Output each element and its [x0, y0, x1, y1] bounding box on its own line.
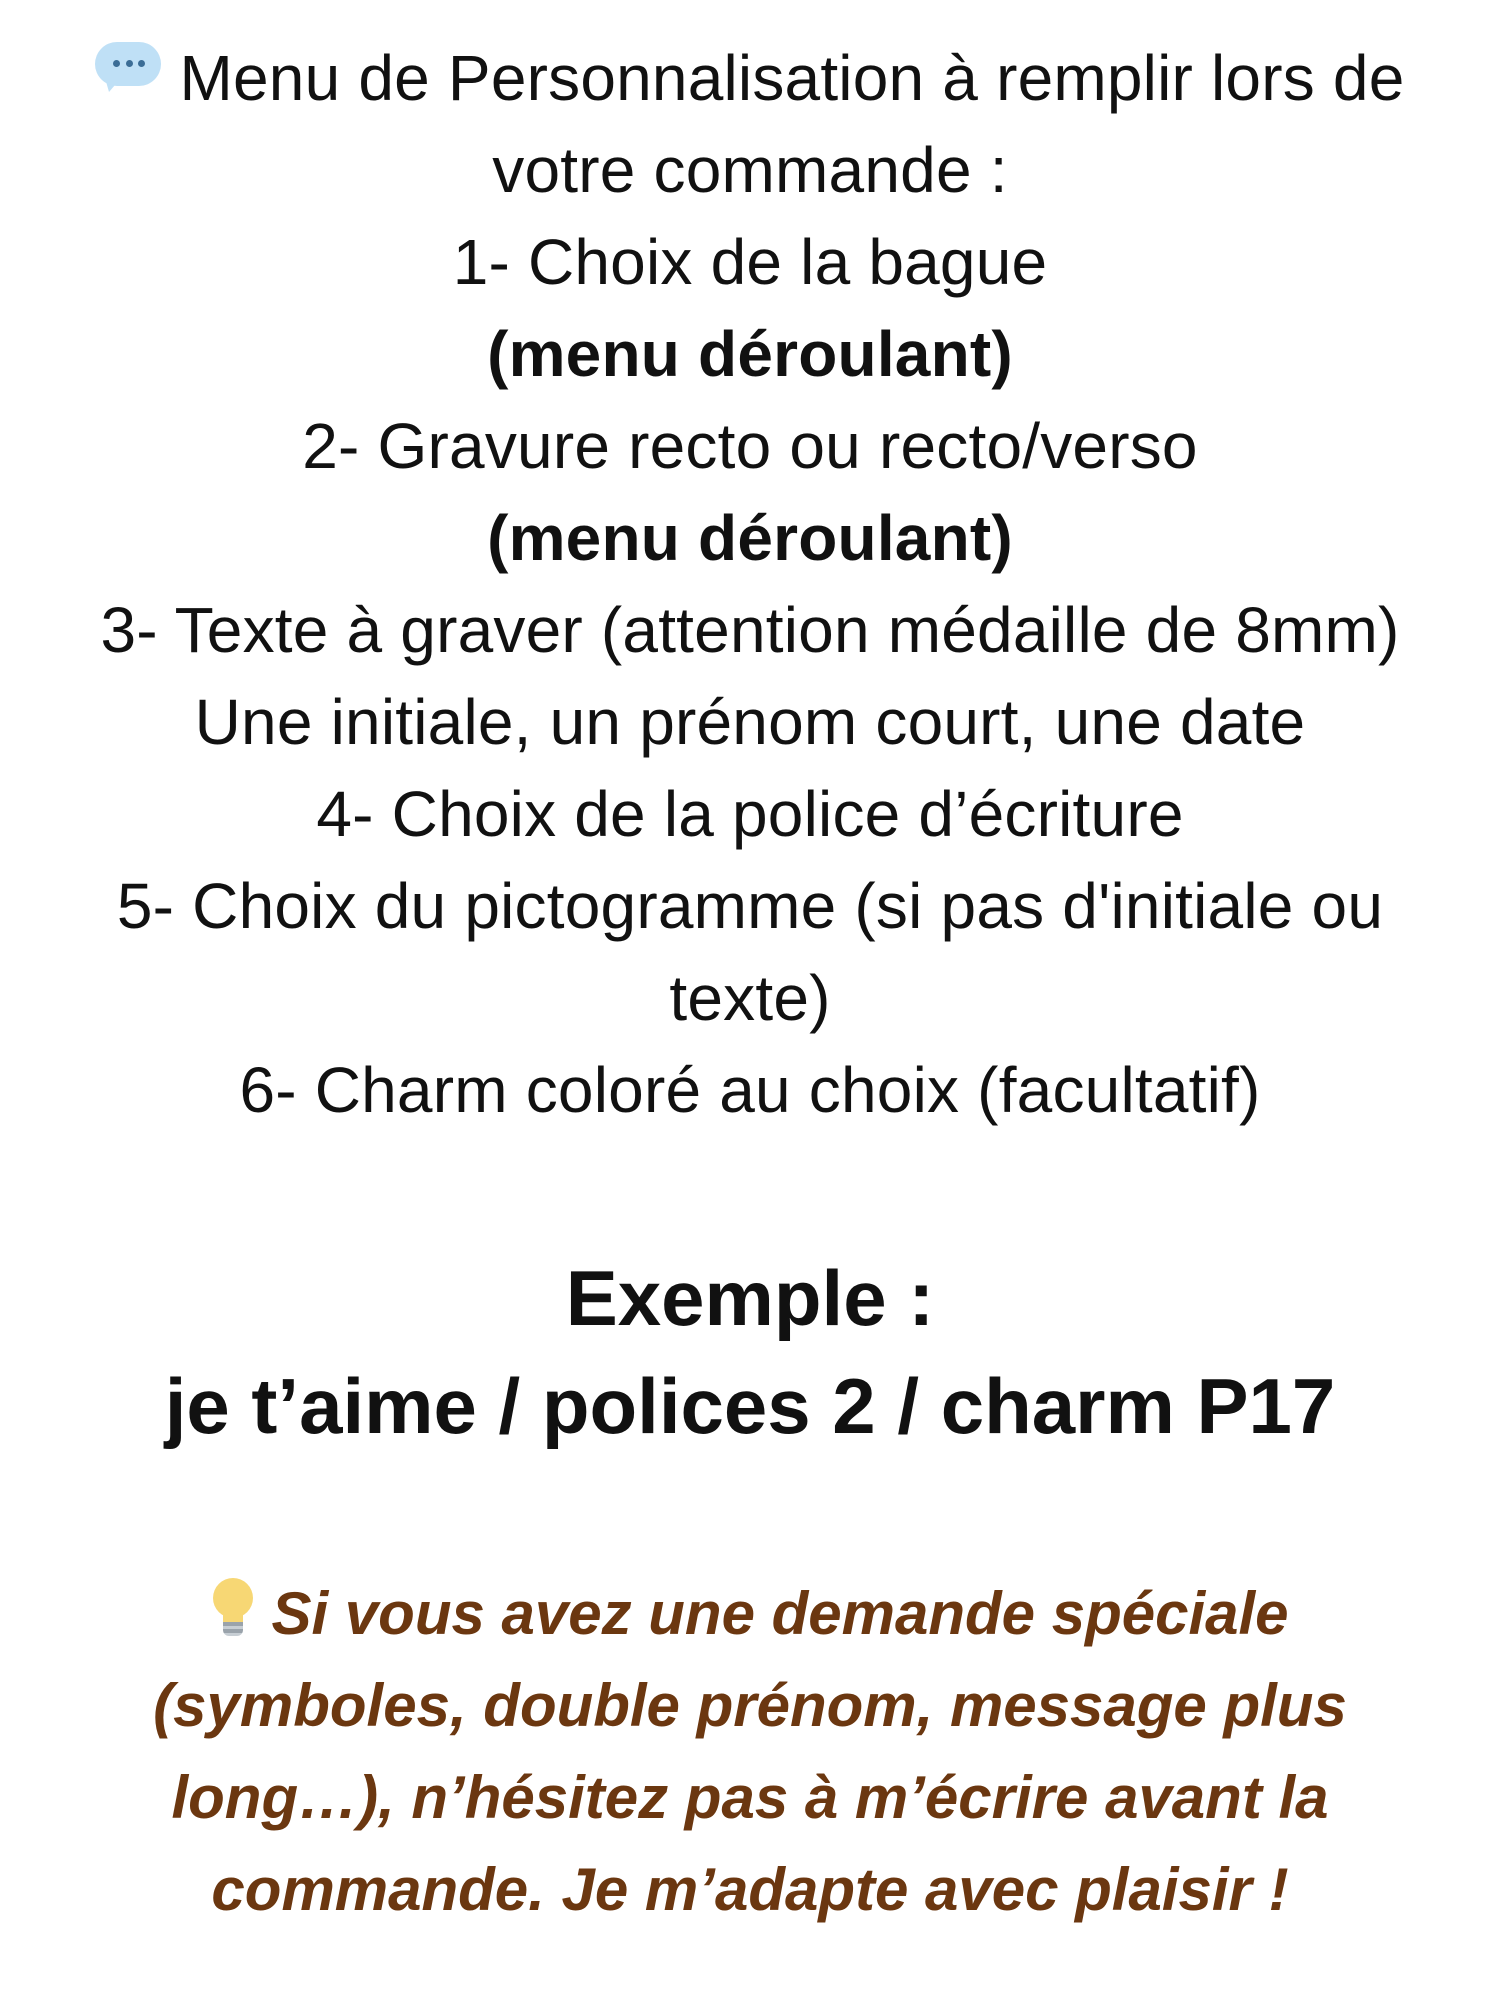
step-3-engraving-text: 3- Texte à graver (attention médaille de 8mm) — [100, 594, 1400, 666]
special-request-note — [30, 1568, 1470, 1936]
step-2-dropdown-note: (menu déroulant) — [487, 502, 1013, 574]
step-3-detail: Une initiale, un prénom court, une date — [194, 686, 1306, 758]
menu-title-line-2: votre commande : — [492, 134, 1008, 206]
light-bulb-icon — [211, 1578, 255, 1640]
note-line-3: long…), n’hésitez pas à m’écrire avant la — [171, 1764, 1329, 1831]
example-section — [30, 1244, 1470, 1460]
note-line-1-text: Si vous avez une demande spéciale — [271, 1580, 1289, 1647]
step-4-font-choice: 4- Choix de la police d’écriture — [316, 778, 1184, 850]
step-6-charm-choice: 6- Charm coloré au choix (facultatif) — [239, 1054, 1261, 1126]
step-1-ring-choice: 1- Choix de la bague — [452, 226, 1048, 298]
example-heading: Exemple : — [565, 1254, 935, 1342]
example-value: je t’aime / polices 2 / charm P17 — [164, 1362, 1336, 1450]
menu-title-text: Menu de Personnalisation à remplir lors de — [179, 42, 1405, 114]
step-2-engraving-side: 2- Gravure recto ou recto/verso — [302, 410, 1198, 482]
step-5-pictogram-choice: 5- Choix du pictogramme (si pas d'initiale ou — [116, 870, 1384, 942]
step-5-pictogram-choice-cont: texte) — [669, 962, 831, 1034]
note-line-2: (symboles, double prénom, message plus — [153, 1672, 1347, 1739]
note-line-4: commande. Je m’adapte avec plaisir ! — [211, 1856, 1289, 1923]
personalization-menu — [30, 32, 1470, 1136]
menu-title-line — [30, 32, 1470, 124]
step-1-dropdown-note: (menu déroulant) — [487, 318, 1013, 390]
speech-bubble-icon — [95, 42, 161, 92]
note-line-1 — [30, 1568, 1470, 1660]
